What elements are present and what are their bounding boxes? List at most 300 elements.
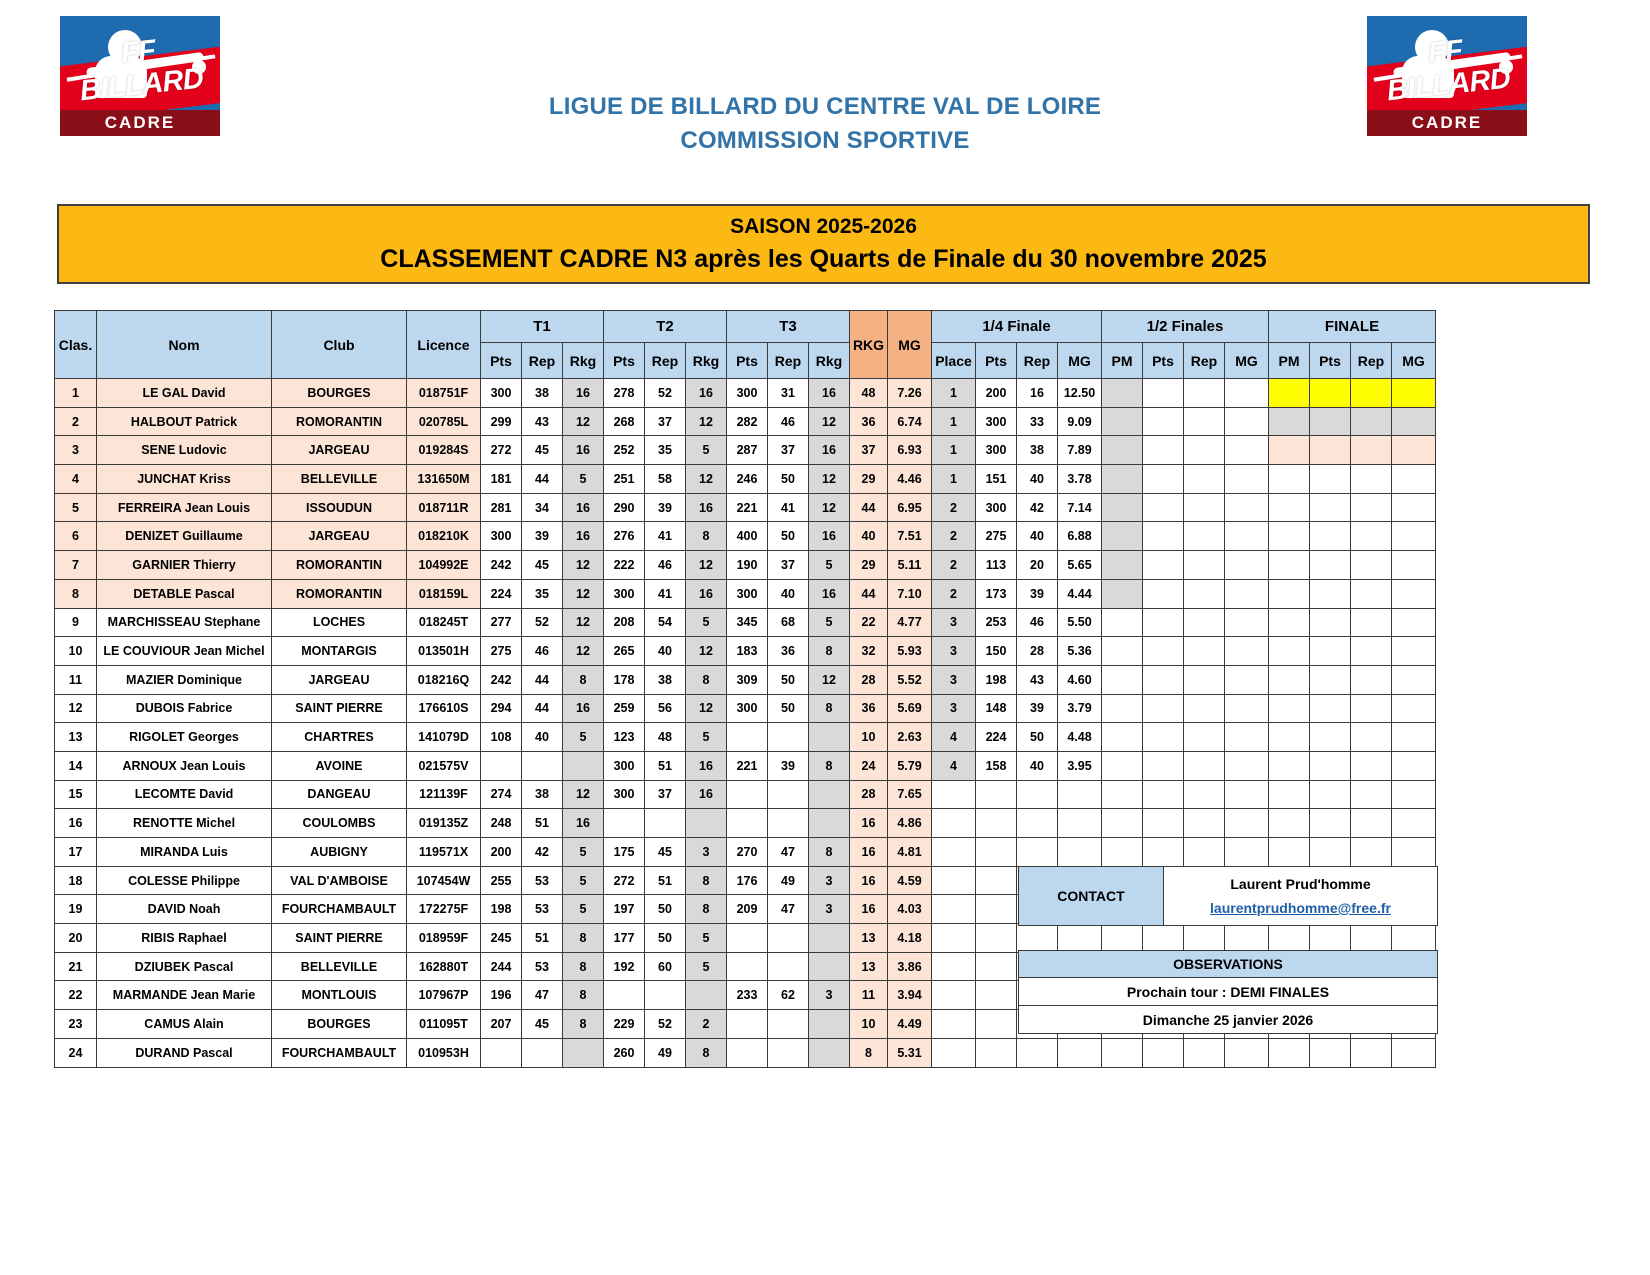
cell-semi-rep	[1184, 551, 1225, 580]
cell-semi-empty	[1225, 838, 1269, 867]
cell-t3-rep: 50	[768, 665, 809, 694]
observations-box	[1018, 950, 1438, 1034]
cell-final-empty	[1310, 780, 1351, 809]
cell-t2-rep: 51	[645, 866, 686, 895]
cell-rkg-total: 44	[850, 493, 888, 522]
cell-quarter-empty	[976, 981, 1017, 1010]
cell-club: BOURGES	[272, 1010, 407, 1039]
table-row[interactable]	[55, 809, 1436, 838]
cell-semi-empty	[1225, 751, 1269, 780]
group-header-semi-finals: 1/2 Finales	[1102, 311, 1269, 343]
cell-quarter-mg: 12.50	[1058, 379, 1102, 408]
cell-clas: 10	[55, 637, 97, 666]
cell-t1-rep: 44	[522, 694, 563, 723]
table-row[interactable]	[55, 436, 1436, 465]
cell-final-empty	[1269, 780, 1310, 809]
cell-t2-rkg	[686, 809, 727, 838]
table-row[interactable]	[55, 838, 1436, 867]
cell-quarter-place: 3	[932, 665, 976, 694]
cell-t1-rep: 40	[522, 723, 563, 752]
table-row[interactable]	[55, 465, 1436, 494]
cell-t3-rkg	[809, 1038, 850, 1067]
cell-mg-total: 5.11	[888, 551, 932, 580]
cell-t2-pts: 276	[604, 522, 645, 551]
cell-clas: 21	[55, 952, 97, 981]
cell-semi-empty	[1143, 665, 1184, 694]
cell-quarter-empty	[976, 1038, 1017, 1067]
cell-club: SAINT PIERRE	[272, 924, 407, 953]
cell-t1-rep	[522, 751, 563, 780]
cell-rkg-total: 24	[850, 751, 888, 780]
col-header-t1-pts: Pts	[481, 343, 522, 379]
col-header-t2-rep: Rep	[645, 343, 686, 379]
cell-t3-pts: 287	[727, 436, 768, 465]
cell-quarter-place: 2	[932, 522, 976, 551]
cell-semi-rep	[1184, 436, 1225, 465]
observations-line: Dimanche 25 janvier 2026	[1019, 1006, 1438, 1034]
cell-t2-rkg: 12	[686, 694, 727, 723]
cell-quarter-pts: 113	[976, 551, 1017, 580]
cell-quarter-pts: 148	[976, 694, 1017, 723]
observations-row	[1019, 978, 1438, 1006]
cell-t2-rep: 56	[645, 694, 686, 723]
cell-semi-empty	[1225, 809, 1269, 838]
cell-quarter-empty	[932, 866, 976, 895]
cell-t3-rkg: 16	[809, 522, 850, 551]
cell-clas: 22	[55, 981, 97, 1010]
cell-t2-rep: 48	[645, 723, 686, 752]
cell-t3-pts	[727, 723, 768, 752]
cell-t3-rep: 36	[768, 637, 809, 666]
cell-t1-rkg: 16	[563, 694, 604, 723]
table-row[interactable]	[55, 522, 1436, 551]
cell-t3-rep: 68	[768, 608, 809, 637]
cell-clas: 17	[55, 838, 97, 867]
cell-t1-rkg: 8	[563, 952, 604, 981]
logo-brand-text: FF BILLARD	[78, 34, 205, 108]
cell-nom: DAVID Noah	[97, 895, 272, 924]
col-header-quarter-mg: MG	[1058, 343, 1102, 379]
cell-rkg-total: 16	[850, 895, 888, 924]
col-header-semi-rep: Rep	[1184, 343, 1225, 379]
cell-licence: 018959F	[407, 924, 481, 953]
cell-quarter-place: 3	[932, 608, 976, 637]
cell-final-empty	[1269, 608, 1310, 637]
cell-quarter-empty	[932, 924, 976, 953]
cell-t2-rep	[645, 981, 686, 1010]
cell-club: CHARTRES	[272, 723, 407, 752]
cell-t2-rkg: 16	[686, 579, 727, 608]
cell-t2-rkg: 5	[686, 952, 727, 981]
cell-licence: 162880T	[407, 952, 481, 981]
table-row[interactable]	[55, 579, 1436, 608]
table-row[interactable]	[55, 608, 1436, 637]
cell-quarter-empty	[932, 838, 976, 867]
col-header-club: Club	[272, 311, 407, 379]
cell-club: ROMORANTIN	[272, 579, 407, 608]
cell-quarter-mg: 4.60	[1058, 665, 1102, 694]
cell-t3-rkg	[809, 723, 850, 752]
cell-final-empty	[1351, 493, 1392, 522]
cell-t3-rep: 31	[768, 379, 809, 408]
cell-t3-pts: 183	[727, 637, 768, 666]
cell-quarter-pts: 300	[976, 493, 1017, 522]
cell-quarter-empty	[932, 981, 976, 1010]
cell-t3-pts	[727, 780, 768, 809]
cell-nom: HALBOUT Patrick	[97, 407, 272, 436]
cell-quarter-mg: 4.44	[1058, 579, 1102, 608]
col-header-final-mg: MG	[1392, 343, 1436, 379]
cell-nom: DZIUBEK Pascal	[97, 952, 272, 981]
cell-t1-rep: 44	[522, 465, 563, 494]
cell-t1-rep: 53	[522, 895, 563, 924]
col-header-quarter-pts: Pts	[976, 343, 1017, 379]
cell-t3-rkg	[809, 1010, 850, 1039]
cell-t3-rkg	[809, 780, 850, 809]
table-row[interactable]	[55, 924, 1436, 953]
cell-t1-rkg: 5	[563, 895, 604, 924]
cell-club: AUBIGNY	[272, 838, 407, 867]
cell-semi-empty	[1184, 924, 1225, 953]
cell-t1-pts: 281	[481, 493, 522, 522]
cell-t2-rep: 41	[645, 522, 686, 551]
cell-licence: 172275F	[407, 895, 481, 924]
cell-semi-rep	[1184, 522, 1225, 551]
cell-quarter-rep: 46	[1017, 608, 1058, 637]
cell-quarter-place: 1	[932, 465, 976, 494]
league-title-line1: LIGUE DE BILLARD DU CENTRE VAL DE LOIRE	[548, 93, 1102, 120]
table-row[interactable]	[55, 637, 1436, 666]
cell-t1-pts	[481, 751, 522, 780]
cell-final-empty	[1351, 924, 1392, 953]
cell-mg-total: 7.65	[888, 780, 932, 809]
table-row[interactable]	[55, 665, 1436, 694]
col-header-t2-pts: Pts	[604, 343, 645, 379]
cell-quarter-pts: 300	[976, 407, 1017, 436]
cell-rkg-total: 29	[850, 465, 888, 494]
cell-mg-total: 6.95	[888, 493, 932, 522]
contact-name: Laurent Prud'homme	[1230, 876, 1371, 892]
cell-semi-pm	[1102, 465, 1143, 494]
cell-final-empty	[1310, 522, 1351, 551]
cell-quarter-empty	[932, 809, 976, 838]
cell-t2-rkg: 2	[686, 1010, 727, 1039]
cell-rkg-total: 13	[850, 924, 888, 953]
cell-licence: 131650M	[407, 465, 481, 494]
cell-clas: 8	[55, 579, 97, 608]
cell-quarter-pts: 151	[976, 465, 1017, 494]
cell-final-empty	[1269, 694, 1310, 723]
cell-licence: 010953H	[407, 1038, 481, 1067]
cell-t2-pts: 252	[604, 436, 645, 465]
cell-final-empty	[1392, 1038, 1436, 1067]
cell-t2-rkg: 5	[686, 924, 727, 953]
cell-nom: GARNIER Thierry	[97, 551, 272, 580]
col-header-semi-mg: MG	[1225, 343, 1269, 379]
table-row[interactable]	[55, 379, 1436, 408]
cell-quarter-pts: 150	[976, 637, 1017, 666]
col-header-clas: Clas.	[55, 311, 97, 379]
contact-details	[1164, 867, 1438, 926]
cell-licence: 104992E	[407, 551, 481, 580]
cell-semi-empty	[1102, 723, 1143, 752]
cell-final-pm	[1269, 379, 1310, 408]
cell-mg-total: 4.86	[888, 809, 932, 838]
cell-t2-rep: 51	[645, 751, 686, 780]
cell-club: MONTLOUIS	[272, 981, 407, 1010]
cell-semi-mg	[1225, 436, 1269, 465]
cell-semi-empty	[1143, 637, 1184, 666]
observations-line: Prochain tour : DEMI FINALES	[1019, 978, 1438, 1006]
cell-t3-rkg: 12	[809, 493, 850, 522]
cell-mg-total: 4.46	[888, 465, 932, 494]
cell-nom: SENE Ludovic	[97, 436, 272, 465]
cell-t1-rkg: 5	[563, 838, 604, 867]
cell-semi-empty	[1225, 608, 1269, 637]
cell-rkg-total: 28	[850, 780, 888, 809]
cell-semi-mg	[1225, 551, 1269, 580]
cell-final-empty	[1351, 809, 1392, 838]
cell-t3-pts: 246	[727, 465, 768, 494]
cell-t2-rkg: 12	[686, 551, 727, 580]
cell-rkg-total: 40	[850, 522, 888, 551]
cell-nom: MARCHISSEAU Stephane	[97, 608, 272, 637]
cell-t1-rep: 38	[522, 780, 563, 809]
cell-t3-rep: 37	[768, 551, 809, 580]
cell-final-empty	[1351, 838, 1392, 867]
cell-quarter-empty	[1017, 838, 1058, 867]
cell-nom: LE COUVIOUR Jean Michel	[97, 637, 272, 666]
cell-club: DANGEAU	[272, 780, 407, 809]
cell-t3-rep: 50	[768, 465, 809, 494]
cell-mg-total: 5.79	[888, 751, 932, 780]
table-row[interactable]	[55, 407, 1436, 436]
cell-final-empty	[1392, 694, 1436, 723]
observations-header-row	[1019, 951, 1438, 978]
cell-semi-pts	[1143, 579, 1184, 608]
cell-clas: 12	[55, 694, 97, 723]
cell-t1-rkg: 16	[563, 436, 604, 465]
cell-final-empty	[1269, 579, 1310, 608]
cell-final-rep	[1351, 379, 1392, 408]
cell-t1-rkg: 12	[563, 780, 604, 809]
cell-t2-rep: 52	[645, 1010, 686, 1039]
cell-quarter-mg: 7.89	[1058, 436, 1102, 465]
cell-licence: 018245T	[407, 608, 481, 637]
cell-semi-empty	[1225, 694, 1269, 723]
page-header	[0, 0, 1650, 154]
cell-quarter-mg: 5.36	[1058, 637, 1102, 666]
cell-t1-pts: 200	[481, 838, 522, 867]
cell-t2-pts: 123	[604, 723, 645, 752]
cell-semi-empty	[1225, 1038, 1269, 1067]
cell-t1-pts: 181	[481, 465, 522, 494]
cell-quarter-rep: 50	[1017, 723, 1058, 752]
table-row[interactable]	[55, 551, 1436, 580]
cell-final-pts	[1310, 436, 1351, 465]
cell-t1-pts: 196	[481, 981, 522, 1010]
cell-semi-pm	[1102, 379, 1143, 408]
table-row[interactable]	[55, 1038, 1436, 1067]
cell-final-empty	[1351, 723, 1392, 752]
cell-final-empty	[1392, 924, 1436, 953]
cell-t1-rkg: 5	[563, 866, 604, 895]
cell-nom: LECOMTE David	[97, 780, 272, 809]
cell-semi-empty	[1102, 809, 1143, 838]
cell-semi-empty	[1225, 780, 1269, 809]
cell-t1-rep: 47	[522, 981, 563, 1010]
cell-t1-rep: 51	[522, 809, 563, 838]
cell-club: FOURCHAMBAULT	[272, 1038, 407, 1067]
cell-clas: 1	[55, 379, 97, 408]
cell-t2-rep: 52	[645, 379, 686, 408]
cell-club: JARGEAU	[272, 522, 407, 551]
cell-final-empty	[1310, 637, 1351, 666]
cell-t2-rkg: 5	[686, 436, 727, 465]
cell-t1-pts	[481, 1038, 522, 1067]
cell-quarter-rep: 38	[1017, 436, 1058, 465]
cell-t3-pts: 221	[727, 493, 768, 522]
cell-mg-total: 4.18	[888, 924, 932, 953]
observations-row	[1019, 1006, 1438, 1034]
cell-t2-rkg: 16	[686, 379, 727, 408]
cell-t3-rep: 46	[768, 407, 809, 436]
cell-t1-pts: 294	[481, 694, 522, 723]
col-header-licence: Licence	[407, 311, 481, 379]
cell-t3-rkg: 16	[809, 579, 850, 608]
cell-final-empty	[1269, 551, 1310, 580]
cell-clas: 5	[55, 493, 97, 522]
cell-quarter-place: 2	[932, 551, 976, 580]
cell-quarter-empty	[1017, 780, 1058, 809]
cell-t1-rkg: 5	[563, 465, 604, 494]
cell-t3-rkg	[809, 924, 850, 953]
cell-quarter-mg: 3.79	[1058, 694, 1102, 723]
cell-t2-pts: 178	[604, 665, 645, 694]
cell-semi-empty	[1102, 694, 1143, 723]
cell-semi-empty	[1143, 608, 1184, 637]
cell-t2-rkg: 12	[686, 407, 727, 436]
cell-t3-pts: 300	[727, 379, 768, 408]
table-row[interactable]	[55, 751, 1436, 780]
cell-semi-mg	[1225, 493, 1269, 522]
cell-t2-rep: 46	[645, 551, 686, 580]
cell-rkg-total: 11	[850, 981, 888, 1010]
table-row[interactable]	[55, 493, 1436, 522]
cell-final-empty	[1351, 694, 1392, 723]
col-header-final-rep: Rep	[1351, 343, 1392, 379]
cell-licence: 107454W	[407, 866, 481, 895]
cell-quarter-empty	[1058, 1038, 1102, 1067]
cell-rkg-total: 16	[850, 809, 888, 838]
table-row[interactable]	[55, 780, 1436, 809]
table-row[interactable]	[55, 694, 1436, 723]
cell-nom: RIGOLET Georges	[97, 723, 272, 752]
cell-final-pts	[1310, 379, 1351, 408]
cell-rkg-total: 36	[850, 694, 888, 723]
group-header-t2: T2	[604, 311, 727, 343]
cell-licence: 018751F	[407, 379, 481, 408]
cell-club: AVOINE	[272, 751, 407, 780]
logo-discipline-label: CADRE	[60, 110, 220, 136]
col-header-final-pts: Pts	[1310, 343, 1351, 379]
ff-billard-logo-left	[60, 16, 220, 136]
cell-club: VAL D'AMBOISE	[272, 866, 407, 895]
league-title	[290, 90, 1360, 158]
cell-t2-pts: 300	[604, 579, 645, 608]
cell-t3-rep	[768, 952, 809, 981]
cell-final-empty	[1310, 751, 1351, 780]
cell-semi-pts	[1143, 436, 1184, 465]
cell-licence: 020785L	[407, 407, 481, 436]
cell-licence: 119571X	[407, 838, 481, 867]
cell-mg-total: 4.77	[888, 608, 932, 637]
cell-final-pm	[1269, 465, 1310, 494]
cell-semi-pts	[1143, 465, 1184, 494]
cell-semi-rep	[1184, 379, 1225, 408]
cell-t1-rep: 44	[522, 665, 563, 694]
cell-t1-rkg: 16	[563, 522, 604, 551]
cell-t3-pts	[727, 924, 768, 953]
season-banner	[57, 204, 1590, 284]
cell-semi-empty	[1102, 838, 1143, 867]
cell-final-pm	[1269, 436, 1310, 465]
cell-quarter-empty	[932, 1010, 976, 1039]
cell-final-empty	[1392, 579, 1436, 608]
cell-t2-rkg: 8	[686, 665, 727, 694]
observations-title: OBSERVATIONS	[1019, 951, 1438, 978]
cell-quarter-empty	[976, 866, 1017, 895]
cell-quarter-empty	[932, 952, 976, 981]
col-header-mg-total: MG	[888, 311, 932, 379]
cell-t1-rkg: 16	[563, 493, 604, 522]
cell-quarter-mg: 4.48	[1058, 723, 1102, 752]
cell-t2-rep: 39	[645, 493, 686, 522]
col-header-t3-rkg: Rkg	[809, 343, 850, 379]
cell-clas: 20	[55, 924, 97, 953]
cell-semi-pts	[1143, 407, 1184, 436]
cell-t1-rep: 45	[522, 551, 563, 580]
cell-final-empty	[1392, 637, 1436, 666]
ff-billard-logo-icon	[60, 16, 220, 110]
cell-clas: 3	[55, 436, 97, 465]
cell-t3-rkg: 12	[809, 407, 850, 436]
cell-clas: 18	[55, 866, 97, 895]
cell-club: FOURCHAMBAULT	[272, 895, 407, 924]
cell-semi-empty	[1102, 924, 1143, 953]
cell-licence: 176610S	[407, 694, 481, 723]
cell-t2-pts: 290	[604, 493, 645, 522]
cell-t3-pts	[727, 952, 768, 981]
cell-rkg-total: 10	[850, 723, 888, 752]
col-header-quarter-place: Place	[932, 343, 976, 379]
contact-email-link[interactable]: laurentprudhomme@free.fr	[1210, 900, 1391, 916]
table-row[interactable]	[55, 723, 1436, 752]
cell-quarter-empty	[976, 780, 1017, 809]
cell-t3-rkg: 8	[809, 694, 850, 723]
cell-rkg-total: 16	[850, 838, 888, 867]
cell-t1-pts: 108	[481, 723, 522, 752]
cell-quarter-rep: 20	[1017, 551, 1058, 580]
cell-t1-rep: 39	[522, 522, 563, 551]
cell-quarter-place: 2	[932, 493, 976, 522]
cell-quarter-rep: 39	[1017, 694, 1058, 723]
cell-semi-empty	[1184, 838, 1225, 867]
cell-t1-rkg: 16	[563, 379, 604, 408]
cell-t1-rkg: 8	[563, 981, 604, 1010]
cell-final-empty	[1269, 522, 1310, 551]
league-title-line2: COMMISSION SPORTIVE	[680, 127, 970, 154]
